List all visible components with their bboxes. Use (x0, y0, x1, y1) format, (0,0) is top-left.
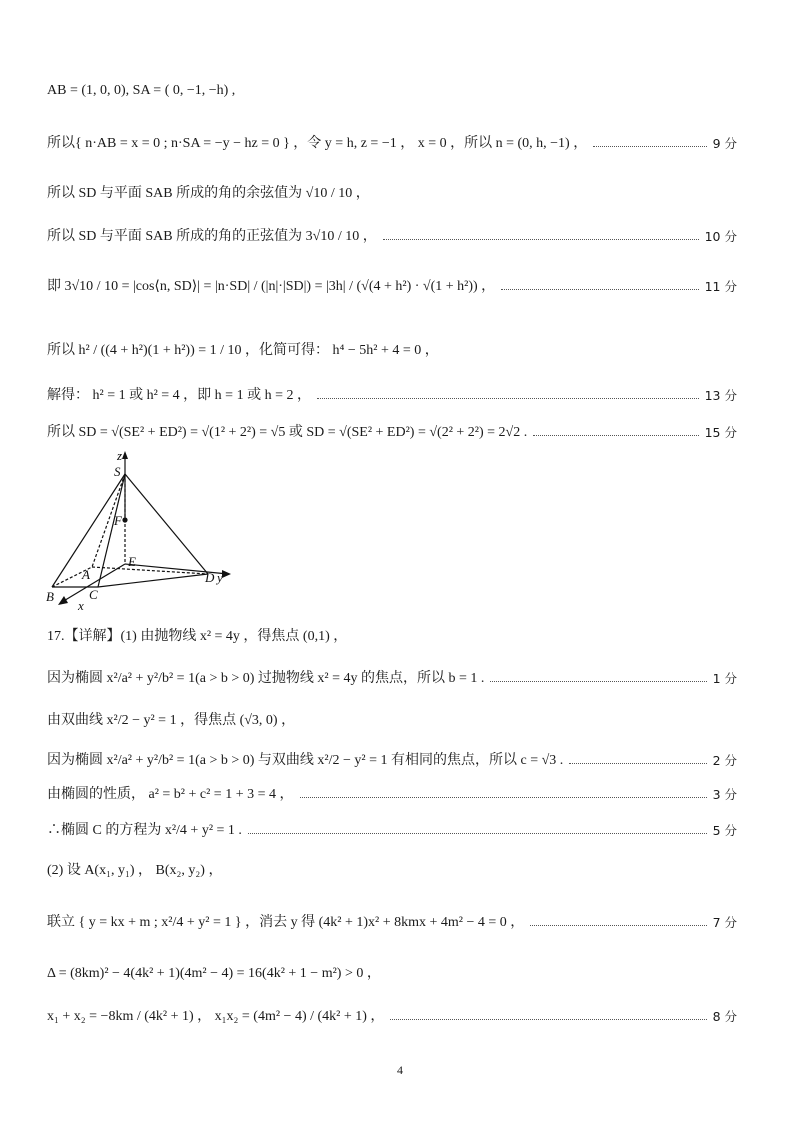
solution-line-4 (47, 228, 737, 246)
line-text: 所以 SD 与平面 SAB 所成的角的正弦值为 3√10 / 10 ， (47, 229, 377, 244)
leader-dots (533, 435, 698, 436)
solution-line-7 (47, 387, 737, 405)
solution-line-12 (47, 752, 737, 770)
page-number: 4 (397, 1063, 403, 1077)
leader-dots (490, 681, 706, 682)
solution-line-8 (47, 424, 737, 442)
label-x: x (78, 598, 84, 613)
solution-line-10 (47, 670, 737, 688)
score-label: 7 分 (712, 914, 737, 930)
score-label: 13 分 (704, 387, 737, 403)
x-arrow-icon (58, 596, 68, 605)
line-text: x₁ + x₂ = −8km / (4k² + 1) ， x₁x₂ = (4m² − 4) / (4k² + 1) ， (47, 1009, 385, 1024)
leader-dots (300, 797, 707, 798)
solution-line-18 (47, 1008, 737, 1026)
line-text: 由双曲线 x²/2 − y² = 1 ，得焦点 (√3, 0) ， (47, 713, 296, 728)
score-label: 2 分 (712, 752, 737, 768)
leader-dots (530, 925, 706, 926)
line-text: 17.【详解】(1) 由抛物线 x² = 4y ，得焦点 (0,1) ， (47, 629, 348, 644)
line-text: (2) 设 A(x₁, y₁) ， B(x₂, y₂) ， (47, 863, 223, 878)
leader-dots (317, 398, 699, 399)
score-label: 8 分 (712, 1008, 737, 1024)
score-label: 5 分 (712, 822, 737, 838)
line-text: Δ = (8km)² − 4(4k² + 1)(4m² − 4) = 16(4k² + 1 − m²) > 0 ， (47, 966, 381, 981)
line-text: 所以 SD 与平面 SAB 所成的角的余弦值为 √10 / 10 ， (47, 186, 370, 201)
line-text: AB = (1, 0, 0), SA = ( 0, −1, −h) , (47, 83, 236, 98)
line-text: 解得： h² = 1 或 h² = 4 ，即 h = 1 或 h = 2 ， (47, 388, 311, 403)
solution-line-13 (47, 786, 737, 804)
label-y: y (217, 570, 223, 585)
line-text: 因为椭圆 x²/a² + y²/b² = 1(a > b > 0) 与双曲线 x²/2 − y² = 1 有相同的焦点，所以 c = √3 . (47, 753, 564, 768)
leader-dots (390, 1019, 706, 1020)
score-label: 1 分 (712, 670, 737, 686)
solution-line-15 (47, 862, 737, 880)
solution-line-11 (47, 712, 737, 730)
score-label: 9 分 (712, 135, 737, 151)
line-text: 所以 SD = √(SE² + ED²) = √(1² + 2²) = √5 或 SD = √(SE² + ED²) = √(2² + 2²) = 2√2 . (47, 425, 528, 440)
line-text: ∴椭圆 C 的方程为 x²/4 + y² = 1 . (47, 823, 242, 838)
solution-line-5 (47, 278, 737, 296)
label-E: E (128, 554, 136, 569)
label-A: A (82, 567, 90, 582)
edge-CD (98, 574, 208, 587)
leader-dots (593, 146, 706, 147)
line-text: 联立 { y = kx + m ; x²/4 + y² = 1 } ，消去 y 得 (4k² + 1)x² + 8kmx + 4m² − 4 = 0 ， (47, 915, 525, 930)
score-label: 10 分 (704, 228, 737, 244)
leader-dots (501, 289, 698, 290)
label-S: S (114, 464, 121, 479)
line-text: 所以{ n·AB = x = 0 ; n·SA = −y − hz = 0 } ，令 y = h, z = −1 ， x = 0 ，所以 n = (0, h, −1) ， (47, 136, 588, 151)
label-C: C (89, 587, 98, 602)
line-text: 由椭圆的性质， a² = b² + c² = 1 + 3 = 4 ， (47, 787, 294, 802)
edge-SD (125, 474, 208, 574)
pyramid-figure (40, 448, 240, 618)
solution-line-9 (47, 628, 737, 646)
line-text: 即 3√10 / 10 = |cos⟨n, SD⟩| = |n·SD| / (|n|·|SD|) = |3h| / (√(4 + h²) · √(1 + h²)) ， (47, 279, 496, 294)
score-label: 11 分 (704, 278, 737, 294)
label-D: D (205, 570, 215, 585)
z-arrow-icon (122, 451, 128, 459)
leader-dots (248, 833, 707, 834)
score-label: 15 分 (704, 424, 737, 440)
solution-line-1 (47, 82, 737, 100)
label-z: z (117, 448, 123, 463)
score-label: 3 分 (712, 786, 737, 802)
solution-line-2 (47, 135, 737, 153)
solution-line-6 (47, 342, 737, 360)
solution-line-3 (47, 185, 737, 203)
leader-dots (383, 239, 699, 240)
label-B: B (46, 589, 54, 604)
label-F: F (114, 513, 122, 528)
solution-line-14 (47, 822, 737, 840)
leader-dots (569, 763, 706, 764)
solution-line-17 (47, 965, 737, 983)
line-text: 所以 h² / ((4 + h²)(1 + h²)) = 1 / 10 ，化简可得： h⁴ − 5h² + 4 = 0 ， (47, 343, 439, 358)
point-F (122, 517, 127, 522)
line-text: 因为椭圆 x²/a² + y²/b² = 1(a > b > 0) 过抛物线 x² = 4y 的焦点，所以 b = 1 . (47, 671, 485, 686)
solution-line-16 (47, 914, 737, 932)
edge-SC (98, 474, 125, 587)
y-arrow-icon (222, 570, 231, 578)
